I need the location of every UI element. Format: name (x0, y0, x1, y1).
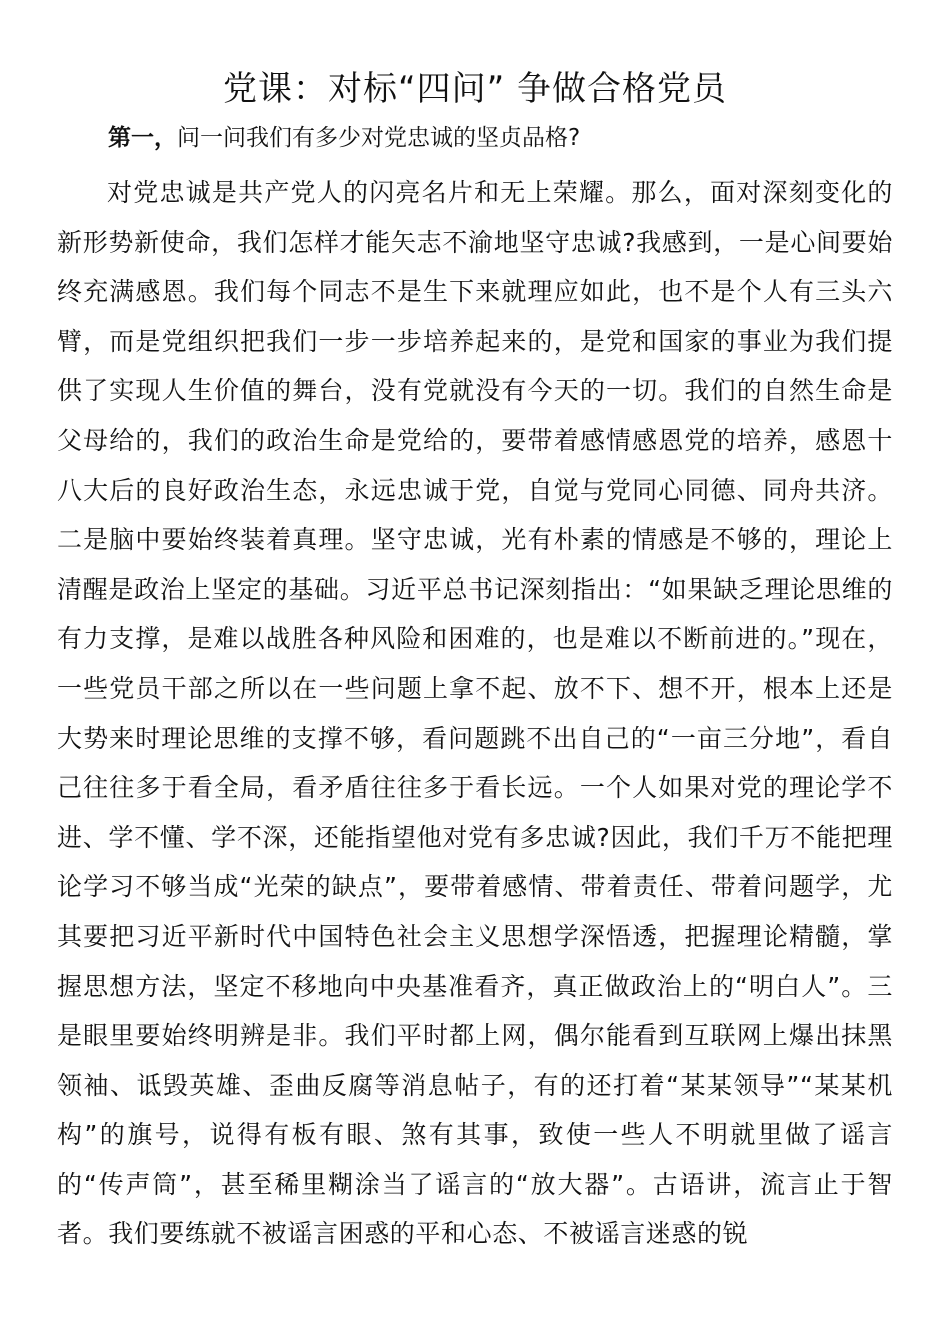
section-heading (108, 120, 908, 156)
body-paragraph: 对党忠诚是共产党人的闪亮名片和无上荣耀。那么，面对深刻变化的新形势新使命，我们怎样才能矢志不渝地坚守忠诚?我感到，一是心间要始终充满感恩。我们每个同志不是生下来就理应如此，也不是个人有三头六臂，而是党组织把我们一步一步培养起来的，是党和国家的事业为我们提供了实现人生价值的舞台，没有党就没有今天的一切。我们的自然生命是父母给的，我们的政治生命是党给的，要带着感情感恩党的培养，感恩十八大后的良好政治生态，永远忠诚于党，自觉与党同心同德、同舟共济。二是脑中要始终装着真理。坚守忠诚，光有朴素的情感是不够的，理论上清醒是政治上坚定的基础。习近平总书记深刻指出：“如果缺乏理论思维的有力支撑，是难以战胜各种风险和困难的，也是难以不断前进的。”现在，一些党员干部之所以在一些问题上拿不起、放不下、想不开，根本上还是大势来时理论思维的支撑不够，看问题跳不出自己的“一亩三分地”，看自己往往多于看全局，看矛盾往往多于看长远。一个人如果对党的理论学不进、学不懂、学不深，还能指望他对党有多忠诚?因此，我们千万不能把理论学习不够当成“光荣的缺点”，要带着感情、带着责任、带着问题学，尤其要把习近平新时代中国特色社会主义思想学深悟透，把握理论精髓，掌握思想方法，坚定不移地向中央基准看齐，真正做政治上的“明白人”。三是眼里要始终明辨是非。我们平时都上网，偶尔能看到互联网上爆出抹黑领袖、诋毁英雄、歪曲反腐等消息帖子，有的还打着“某某领导”“某某机构”的旗号，说得有板有眼、煞有其事，致使一些人不明就里做了谣言的“传声筒”，甚至稀里糊涂当了谣言的“放大器”。古语讲，流言止于智者。我们要练就不被谣言困惑的平和心态、不被谣言迷惑的锐 (57, 178, 893, 1249)
section-question: 问一问我们有多少对党忠诚的坚贞品格? (177, 125, 581, 151)
section-lead: 第一， (108, 125, 177, 151)
document-title: 党课：对标“四问” 争做合格党员 (222, 69, 728, 109)
